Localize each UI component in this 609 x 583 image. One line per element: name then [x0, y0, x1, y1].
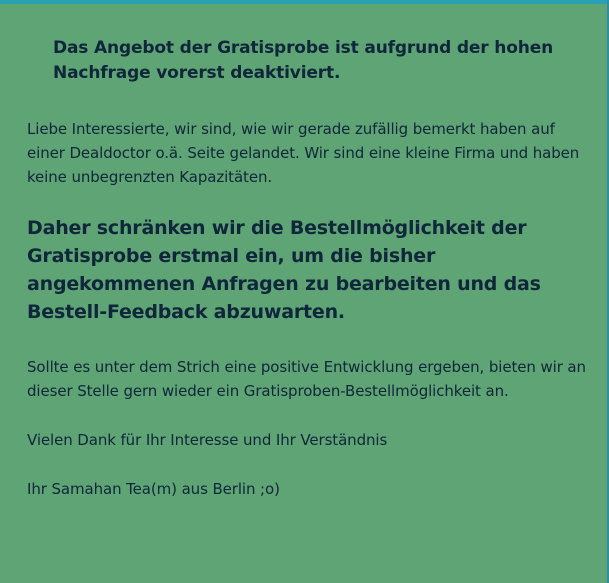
notice-intro-text: Liebe Interessierte, wir sind, wie wir gerade zufällig bemerkt haben auf einer Dealdoctor o.ä. Seite gelandet. Wir sind eine kleine Firma und haben keine unbegrenzten Kapazitäten.: [27, 120, 580, 186]
notice-headline: Das Angebot der Gratisprobe ist aufgrund der hohen Nachfrage vorerst deaktiviert.: [53, 38, 554, 83]
notice-emphasis-text: Daher schränken wir die Bestellmöglichkeit der Gratisprobe erstmal ein, um die bisher angekommenen Anfragen zu bearbeiten und das Bestell-Feedback abzuwarten.: [27, 217, 541, 323]
notice-thanks-text: Vielen Dank für Ihr Interesse und Ihr Verständnis: [27, 431, 388, 449]
notice-signature: Ihr Samahan Tea(m) aus Berlin ;o): [27, 480, 280, 498]
notice-followup-text: Sollte es unter dem Strich eine positive Entwicklung ergeben, bieten wir an dieser Stelle gern wieder ein Gratisproben-Bestellmöglichkeit an.: [27, 358, 586, 400]
